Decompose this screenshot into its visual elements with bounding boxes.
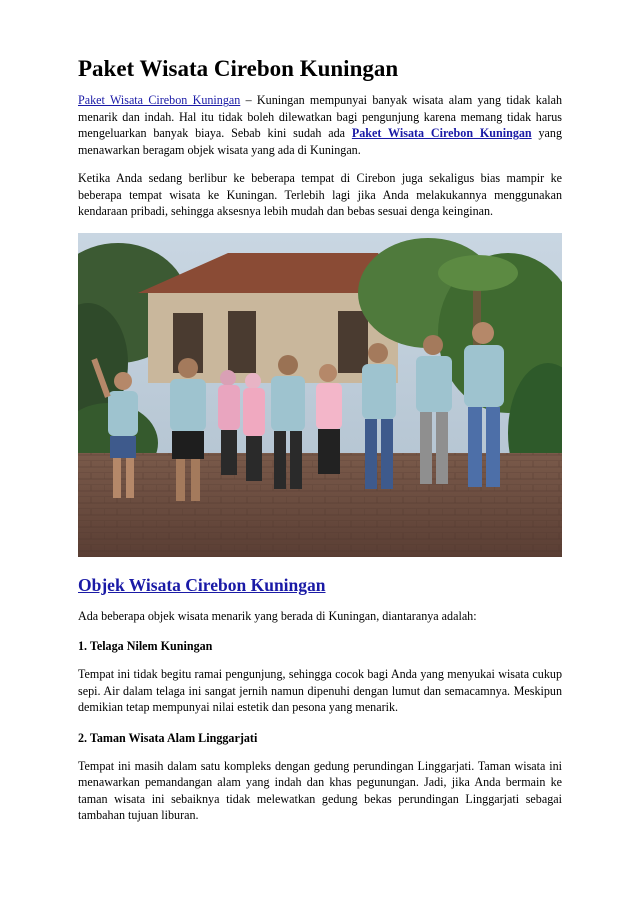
section-heading-link[interactable]: Objek Wisata Cirebon Kuningan xyxy=(78,574,326,595)
document-page xyxy=(78,56,562,824)
group-photo xyxy=(78,233,562,557)
intro-text-1: – Kuningan mempunyai banyak wisata alam yang tidak kalah menarik dan indah. Hal itu tidak boleh dilewatkan bagi pengunjung karena memang tidak harus mengeluarkan banyak biaya. Sebab kini sudah ada xyxy=(78,93,562,141)
intro-paragraph xyxy=(78,92,562,158)
intro-text-2: yang menawarkan beragam objek wisata yang ada di Kuningan. xyxy=(78,126,562,157)
paragraph-2: Ketika Anda sedang berlibur ke beberapa tempat di Cirebon juga sekaligus bias mampir ke beberapa tempat wisata ke Kuningan. Terlebih lagi jika Anda melakukannya menggunakan kendaraan pribadi, sehingga aksesnya lebih mudah dan bebas sesuai denga keinginan. xyxy=(78,171,562,219)
group-photo-illustration xyxy=(78,233,562,557)
item-1-heading: 1. Telaga Nilem Kuningan xyxy=(78,639,213,654)
item-1-text: Tempat ini tidak begitu ramai pengunjung, sehingga cocok bagi Anda yang menyukai wisata cukup sepi. Air dalam telaga ini sangat jernih namun dipenuhi dengan lumut dan semacamnya. Meskipun demikian tetap mempunyai nilai estetik dan pesona yang menarik. xyxy=(78,667,562,715)
item-2-heading: 2. Taman Wisata Alam Linggarjati xyxy=(78,730,258,745)
section-intro: Ada beberapa objek wisata menarik yang berada di Kuningan, diantaranya adalah: xyxy=(78,608,477,623)
intro-link-2[interactable]: Paket Wisata Cirebon Kuningan xyxy=(351,126,532,141)
intro-link-1[interactable]: Paket Wisata Cirebon Kuningan xyxy=(78,93,241,108)
page-title: Paket Wisata Cirebon Kuningan xyxy=(78,56,399,81)
item-2-text: Tempat ini masih dalam satu kompleks dengan gedung perundingan Linggarjati. Taman wisata ini menawarkan pemandangan alam yang indah dan khas pegunungan. Jadi, jika Anda bermain ke taman wisata ini sebaiknya tidak melewatkan gedung bekas perundingan Linggarjati sebagai tambahan tujuan liburan. xyxy=(78,758,562,823)
section-heading xyxy=(78,575,562,596)
